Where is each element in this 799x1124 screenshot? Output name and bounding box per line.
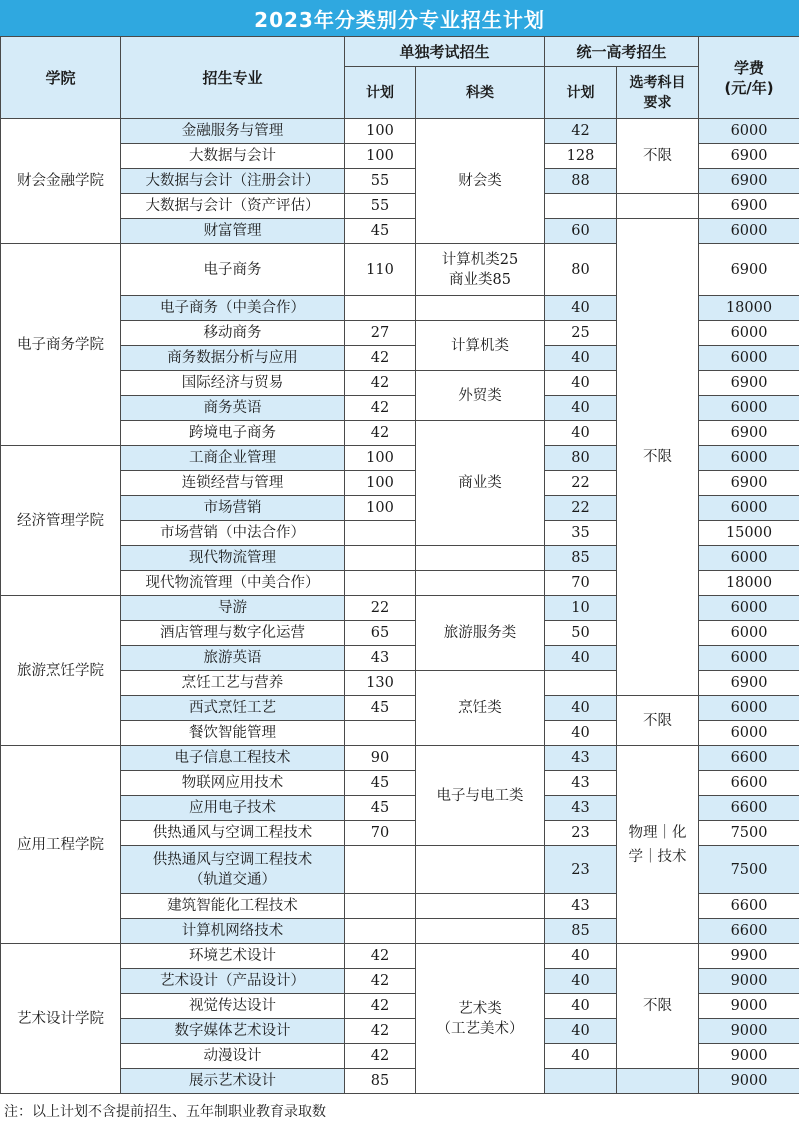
fee-cell: 9000 <box>699 1019 799 1044</box>
fee-cell: 7500 <box>699 821 799 846</box>
table-row <box>1 746 799 771</box>
major-cell: 数字媒体艺术设计 <box>121 1019 345 1044</box>
plan-separate-cell: 42 <box>345 1044 416 1069</box>
major-cell: 财富管理 <box>121 219 345 244</box>
header-subject-requirement-text: 选考科目要求 <box>629 74 686 111</box>
fee-cell: 15000 <box>699 521 799 546</box>
fee-cell: 9000 <box>699 994 799 1019</box>
fee-cell: 6000 <box>699 219 799 244</box>
category-cell <box>416 296 545 321</box>
plan-separate-cell: 130 <box>345 671 416 696</box>
fee-cell: 9900 <box>699 944 799 969</box>
fee-cell: 6000 <box>699 119 799 144</box>
college-cell: 电子商务学院 <box>1 244 121 446</box>
fee-cell: 6600 <box>699 771 799 796</box>
header-separate-exam: 单独考试招生 <box>345 37 545 67</box>
plan-separate-cell: 55 <box>345 194 416 219</box>
plan-unified-cell: 40 <box>545 696 617 721</box>
plan-separate-cell <box>345 919 416 944</box>
plan-separate-cell: 43 <box>345 646 416 671</box>
college-cell: 旅游烹饪学院 <box>1 596 121 746</box>
fee-cell: 9000 <box>699 969 799 994</box>
header-fee <box>699 37 799 119</box>
subject-requirement-cell: 不限 <box>617 696 699 746</box>
fee-cell: 6600 <box>699 796 799 821</box>
plan-unified-cell: 23 <box>545 846 617 894</box>
plan-unified-cell: 43 <box>545 796 617 821</box>
fee-cell: 6000 <box>699 646 799 671</box>
fee-cell: 6000 <box>699 721 799 746</box>
major-cell: 金融服务与管理 <box>121 119 345 144</box>
plan-separate-cell: 65 <box>345 621 416 646</box>
category-cell <box>416 546 545 571</box>
plan-unified-cell: 22 <box>545 496 617 521</box>
plan-unified-cell: 43 <box>545 771 617 796</box>
subject-requirement-cell: 不限 <box>617 219 699 696</box>
subject-requirement-cell <box>617 194 699 219</box>
major-cell: 烹饪工艺与营养 <box>121 671 345 696</box>
category-cell <box>416 571 545 596</box>
major-cell: 计算机网络技术 <box>121 919 345 944</box>
fee-cell: 6900 <box>699 471 799 496</box>
major-cell: 大数据与会计 <box>121 144 345 169</box>
category-cell <box>416 846 545 894</box>
plan-unified-cell: 40 <box>545 1044 617 1069</box>
major-cell: 展示艺术设计 <box>121 1069 345 1094</box>
college-cell: 经济管理学院 <box>1 446 121 596</box>
plan-unified-cell: 40 <box>545 296 617 321</box>
plan-unified-cell: 40 <box>545 346 617 371</box>
subject-requirement-cell <box>617 1069 699 1094</box>
plan-unified-cell: 40 <box>545 396 617 421</box>
plan-unified-cell: 35 <box>545 521 617 546</box>
fee-cell: 6900 <box>699 169 799 194</box>
table-row <box>1 696 799 721</box>
plan-separate-cell: 110 <box>345 244 416 296</box>
plan-separate-cell: 100 <box>345 119 416 144</box>
major-cell: 现代物流管理 <box>121 546 345 571</box>
plan-separate-cell: 100 <box>345 471 416 496</box>
fee-cell: 6900 <box>699 244 799 296</box>
subject-requirement-cell: 不限 <box>617 944 699 1069</box>
plan-separate-cell <box>345 546 416 571</box>
major-cell: 酒店管理与数字化运营 <box>121 621 345 646</box>
plan-unified-cell: 42 <box>545 119 617 144</box>
plan-unified-cell <box>545 671 617 696</box>
plan-separate-cell: 45 <box>345 771 416 796</box>
major-cell: 餐饮智能管理 <box>121 721 345 746</box>
fee-cell: 9000 <box>699 1044 799 1069</box>
major-cell: 电子商务 <box>121 244 345 296</box>
fee-cell: 6900 <box>699 671 799 696</box>
table-row <box>1 119 799 144</box>
fee-cell: 18000 <box>699 296 799 321</box>
plan-unified-cell: 40 <box>545 1019 617 1044</box>
plan-unified-cell: 60 <box>545 219 617 244</box>
major-cell: 市场营销 <box>121 496 345 521</box>
plan-separate-cell <box>345 296 416 321</box>
plan-separate-cell: 42 <box>345 969 416 994</box>
plan-unified-cell: 43 <box>545 894 617 919</box>
plan-separate-cell: 27 <box>345 321 416 346</box>
plan-separate-cell <box>345 846 416 894</box>
header-college: 学院 <box>1 37 121 119</box>
plan-separate-cell: 100 <box>345 496 416 521</box>
header-plan-unified: 计划 <box>545 67 617 119</box>
table-row <box>1 194 799 219</box>
college-cell: 应用工程学院 <box>1 746 121 944</box>
plan-unified-cell: 85 <box>545 546 617 571</box>
plan-unified-cell: 10 <box>545 596 617 621</box>
major-cell: 市场营销（中法合作） <box>121 521 345 546</box>
plan-unified-cell <box>545 1069 617 1094</box>
page-title: 2023年分类别分专业招生计划 <box>0 0 799 36</box>
plan-separate-cell: 90 <box>345 746 416 771</box>
category-cell: 计算机类25 商业类85 <box>416 244 545 296</box>
major-cell: 国际经济与贸易 <box>121 371 345 396</box>
major-cell: 现代物流管理（中美合作） <box>121 571 345 596</box>
category-cell: 烹饪类 <box>416 671 545 746</box>
plan-separate-cell: 42 <box>345 994 416 1019</box>
fee-cell: 6000 <box>699 446 799 471</box>
plan-separate-cell: 70 <box>345 821 416 846</box>
fee-cell: 6000 <box>699 621 799 646</box>
header-unified-exam: 统一高考招生 <box>545 37 699 67</box>
plan-unified-cell: 85 <box>545 919 617 944</box>
major-cell: 视觉传达设计 <box>121 994 345 1019</box>
plan-separate-cell: 42 <box>345 371 416 396</box>
header-major: 招生专业 <box>121 37 345 119</box>
table-row <box>1 944 799 969</box>
major-cell: 电子信息工程技术 <box>121 746 345 771</box>
category-cell: 财会类 <box>416 119 545 244</box>
fee-cell: 9000 <box>699 1069 799 1094</box>
enrollment-plan-table <box>0 36 799 1094</box>
plan-separate-cell: 100 <box>345 144 416 169</box>
plan-unified-cell: 40 <box>545 371 617 396</box>
category-cell: 电子与电工类 <box>416 746 545 846</box>
plan-separate-cell <box>345 721 416 746</box>
fee-cell: 6000 <box>699 596 799 621</box>
plan-unified-cell: 40 <box>545 969 617 994</box>
college-cell: 艺术设计学院 <box>1 944 121 1094</box>
plan-unified-cell: 88 <box>545 169 617 194</box>
plan-separate-cell: 55 <box>345 169 416 194</box>
table-row <box>1 1069 799 1094</box>
header-category: 科类 <box>416 67 545 119</box>
fee-cell: 7500 <box>699 846 799 894</box>
major-cell: 导游 <box>121 596 345 621</box>
plan-separate-cell <box>345 521 416 546</box>
plan-unified-cell: 22 <box>545 471 617 496</box>
category-cell <box>416 894 545 919</box>
footnote: 注：以上计划不含提前招生、五年制职业教育录取数 <box>4 1104 326 1120</box>
major-cell: 环境艺术设计 <box>121 944 345 969</box>
plan-separate-cell: 42 <box>345 396 416 421</box>
fee-cell: 6000 <box>699 321 799 346</box>
fee-cell: 6600 <box>699 919 799 944</box>
plan-unified-cell: 23 <box>545 821 617 846</box>
fee-cell: 6600 <box>699 746 799 771</box>
category-cell: 旅游服务类 <box>416 596 545 671</box>
fee-cell: 6900 <box>699 371 799 396</box>
plan-separate-cell: 42 <box>345 944 416 969</box>
fee-cell: 6000 <box>699 546 799 571</box>
plan-separate-cell: 45 <box>345 219 416 244</box>
major-cell: 供热通风与空调工程技术 （轨道交通） <box>121 846 345 894</box>
plan-separate-cell: 42 <box>345 421 416 446</box>
plan-unified-cell <box>545 194 617 219</box>
major-cell: 艺术设计（产品设计） <box>121 969 345 994</box>
major-cell: 商务英语 <box>121 396 345 421</box>
fee-cell: 6900 <box>699 194 799 219</box>
header-subject-requirement <box>617 67 699 119</box>
fee-cell: 6000 <box>699 696 799 721</box>
major-cell: 应用电子技术 <box>121 796 345 821</box>
plan-separate-cell: 85 <box>345 1069 416 1094</box>
fee-cell: 6000 <box>699 346 799 371</box>
major-cell: 供热通风与空调工程技术 <box>121 821 345 846</box>
fee-cell: 6000 <box>699 496 799 521</box>
major-cell: 动漫设计 <box>121 1044 345 1069</box>
major-cell: 物联网应用技术 <box>121 771 345 796</box>
fee-cell: 6900 <box>699 421 799 446</box>
plan-separate-cell: 45 <box>345 696 416 721</box>
plan-unified-cell: 43 <box>545 746 617 771</box>
plan-unified-cell: 40 <box>545 721 617 746</box>
plan-separate-cell <box>345 894 416 919</box>
plan-unified-cell: 80 <box>545 244 617 296</box>
major-cell: 电子商务（中美合作） <box>121 296 345 321</box>
plan-unified-cell: 40 <box>545 944 617 969</box>
major-cell: 旅游英语 <box>121 646 345 671</box>
category-cell: 商业类 <box>416 421 545 546</box>
fee-cell: 18000 <box>699 571 799 596</box>
major-cell: 建筑智能化工程技术 <box>121 894 345 919</box>
major-cell: 西式烹饪工艺 <box>121 696 345 721</box>
plan-separate-cell: 45 <box>345 796 416 821</box>
major-cell: 跨境电子商务 <box>121 421 345 446</box>
major-cell: 大数据与会计（注册会计） <box>121 169 345 194</box>
category-cell: 外贸类 <box>416 371 545 421</box>
plan-separate-cell: 42 <box>345 346 416 371</box>
category-cell: 计算机类 <box>416 321 545 371</box>
plan-unified-cell: 128 <box>545 144 617 169</box>
plan-unified-cell: 50 <box>545 621 617 646</box>
category-cell: 艺术类 （工艺美术） <box>416 944 545 1094</box>
major-cell: 连锁经营与管理 <box>121 471 345 496</box>
plan-unified-cell: 80 <box>545 446 617 471</box>
plan-separate-cell: 100 <box>345 446 416 471</box>
major-cell: 工商企业管理 <box>121 446 345 471</box>
plan-separate-cell: 42 <box>345 1019 416 1044</box>
plan-separate-cell: 22 <box>345 596 416 621</box>
college-cell: 财会金融学院 <box>1 119 121 244</box>
plan-separate-cell <box>345 571 416 596</box>
major-cell: 移动商务 <box>121 321 345 346</box>
header-fee-text: 学费 (元/年) <box>724 58 774 97</box>
plan-unified-cell: 40 <box>545 421 617 446</box>
major-cell: 大数据与会计（资产评估） <box>121 194 345 219</box>
major-cell: 商务数据分析与应用 <box>121 346 345 371</box>
fee-cell: 6900 <box>699 144 799 169</box>
subject-requirement-cell: 物理｜化学｜技术 <box>617 746 699 944</box>
fee-cell: 6600 <box>699 894 799 919</box>
table-row <box>1 219 799 244</box>
plan-unified-cell: 25 <box>545 321 617 346</box>
plan-unified-cell: 40 <box>545 646 617 671</box>
header-plan-separate: 计划 <box>345 67 416 119</box>
category-cell <box>416 919 545 944</box>
plan-unified-cell: 70 <box>545 571 617 596</box>
subject-requirement-cell: 不限 <box>617 119 699 194</box>
fee-cell: 6000 <box>699 396 799 421</box>
plan-unified-cell: 40 <box>545 994 617 1019</box>
